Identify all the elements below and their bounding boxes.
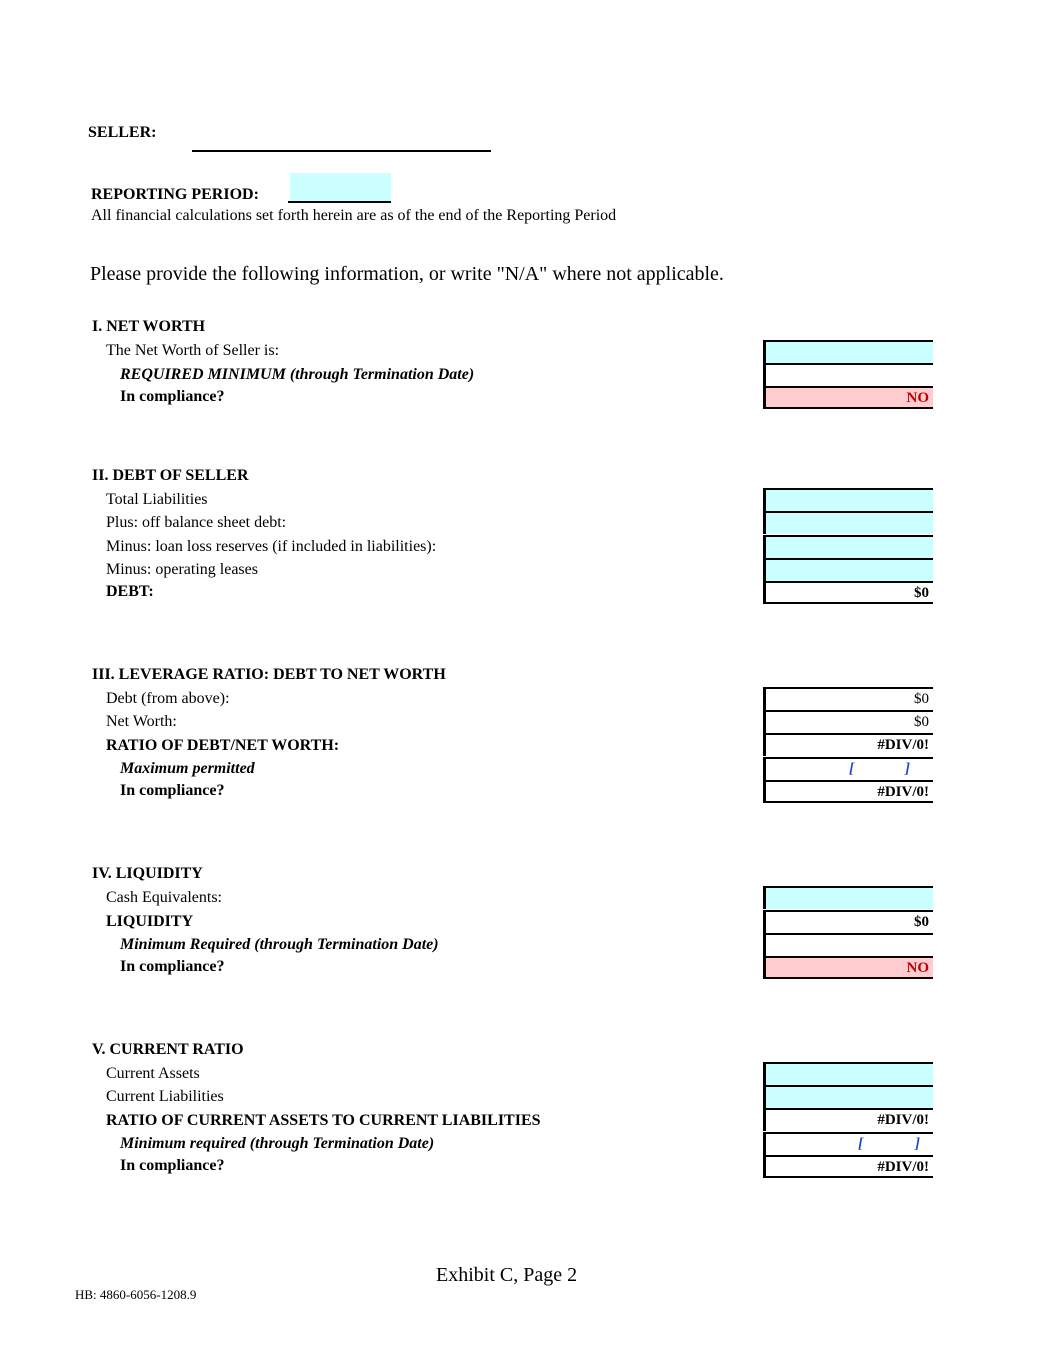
page-label: Exhibit C, Page 2: [436, 1264, 578, 1286]
operating-leases-label: Minus: operating leases: [106, 561, 258, 578]
debt-total-label: DEBT:: [106, 583, 154, 600]
net-worth-compliance-label: In compliance?: [120, 388, 225, 405]
debt-from-above-label: Debt (from above):: [106, 690, 230, 707]
reporting-period-underline: [290, 201, 391, 203]
current-ratio-cell: #DIV/0!: [763, 1108, 933, 1131]
current-ratio-minimum-label: Minimum required (through Termination Date): [120, 1135, 435, 1152]
cash-equivalents-input[interactable]: [763, 886, 933, 909]
off-balance-sheet-label: Plus: off balance sheet debt:: [106, 514, 287, 531]
underline-tick: [288, 201, 292, 203]
leverage-net-worth-cell: $0: [763, 710, 933, 733]
liquidity-compliance-cell: NO: [763, 956, 933, 979]
reporting-period-label: REPORTING PERIOD:: [91, 186, 259, 203]
leverage-compliance-label: In compliance?: [120, 782, 225, 799]
current-ratio-compliance-label: In compliance?: [120, 1157, 225, 1174]
close-bracket: ]: [905, 761, 910, 777]
seller-name-field[interactable]: [192, 150, 491, 152]
off-balance-sheet-input[interactable]: [763, 511, 933, 534]
current-assets-input[interactable]: [763, 1062, 933, 1085]
loan-loss-reserves-label: Minus: loan loss reserves (if included in liabilities):: [106, 538, 437, 555]
open-bracket: [: [849, 761, 854, 777]
liquidity-minimum-label: Minimum Required (through Termination Date): [120, 936, 439, 953]
net-worth-label: The Net Worth of Seller is:: [106, 342, 280, 359]
leverage-net-worth-label: Net Worth:: [106, 713, 177, 730]
total-liabilities-label: Total Liabilities: [106, 491, 208, 508]
section-title-liquidity: IV. LIQUIDITY: [92, 865, 203, 882]
current-ratio-minimum-cell[interactable]: [763, 1132, 933, 1155]
instructions: Please provide the following information, or write "N/A" where not applicable.: [90, 263, 724, 285]
required-minimum-cell[interactable]: [763, 363, 933, 386]
debt-total-cell: $0: [763, 581, 933, 604]
net-worth-compliance-cell: NO: [763, 386, 933, 409]
required-minimum-label: REQUIRED MINIMUM (through Termination Date): [120, 366, 475, 383]
total-liabilities-input[interactable]: [763, 488, 933, 511]
debt-from-above-cell: $0: [763, 687, 933, 710]
close-bracket: ]: [915, 1136, 920, 1152]
operating-leases-input[interactable]: [763, 558, 933, 581]
liquidity-total-cell: $0: [763, 910, 933, 933]
as-of-note: All financial calculations set forth herein are as of the end of the Reporting Period: [91, 207, 617, 224]
section-title-net-worth: I. NET WORTH: [92, 318, 206, 335]
cash-equivalents-label: Cash Equivalents:: [106, 889, 222, 906]
debt-net-worth-ratio-label: RATIO OF DEBT/NET WORTH:: [106, 737, 340, 754]
debt-net-worth-ratio-cell: #DIV/0!: [763, 733, 933, 756]
loan-loss-reserves-input[interactable]: [763, 535, 933, 558]
open-bracket: [: [858, 1136, 863, 1152]
liquidity-total-label: LIQUIDITY: [106, 913, 194, 930]
liquidity-minimum-cell[interactable]: [763, 933, 933, 956]
section-title-debt: II. DEBT OF SELLER: [92, 467, 249, 484]
section-title-leverage: III. LEVERAGE RATIO: DEBT TO NET WORTH: [92, 666, 446, 683]
section-title-current-ratio: V. CURRENT RATIO: [92, 1041, 244, 1058]
leverage-compliance-cell: #DIV/0!: [763, 780, 933, 803]
net-worth-input[interactable]: [763, 340, 933, 363]
maximum-permitted-cell[interactable]: [763, 757, 933, 780]
liquidity-compliance-label: In compliance?: [120, 958, 225, 975]
current-liabilities-input[interactable]: [763, 1085, 933, 1108]
current-ratio-label: RATIO OF CURRENT ASSETS TO CURRENT LIABILITIES: [106, 1112, 541, 1129]
maximum-permitted-label: Maximum permitted: [120, 760, 255, 777]
current-ratio-compliance-cell: #DIV/0!: [763, 1155, 933, 1178]
current-liabilities-label: Current Liabilities: [106, 1088, 224, 1105]
seller-label: SELLER:: [88, 124, 157, 141]
reporting-period-input[interactable]: [290, 173, 391, 201]
current-assets-label: Current Assets: [106, 1065, 200, 1082]
document-id: HB: 4860-6056-1208.9: [75, 1287, 197, 1302]
